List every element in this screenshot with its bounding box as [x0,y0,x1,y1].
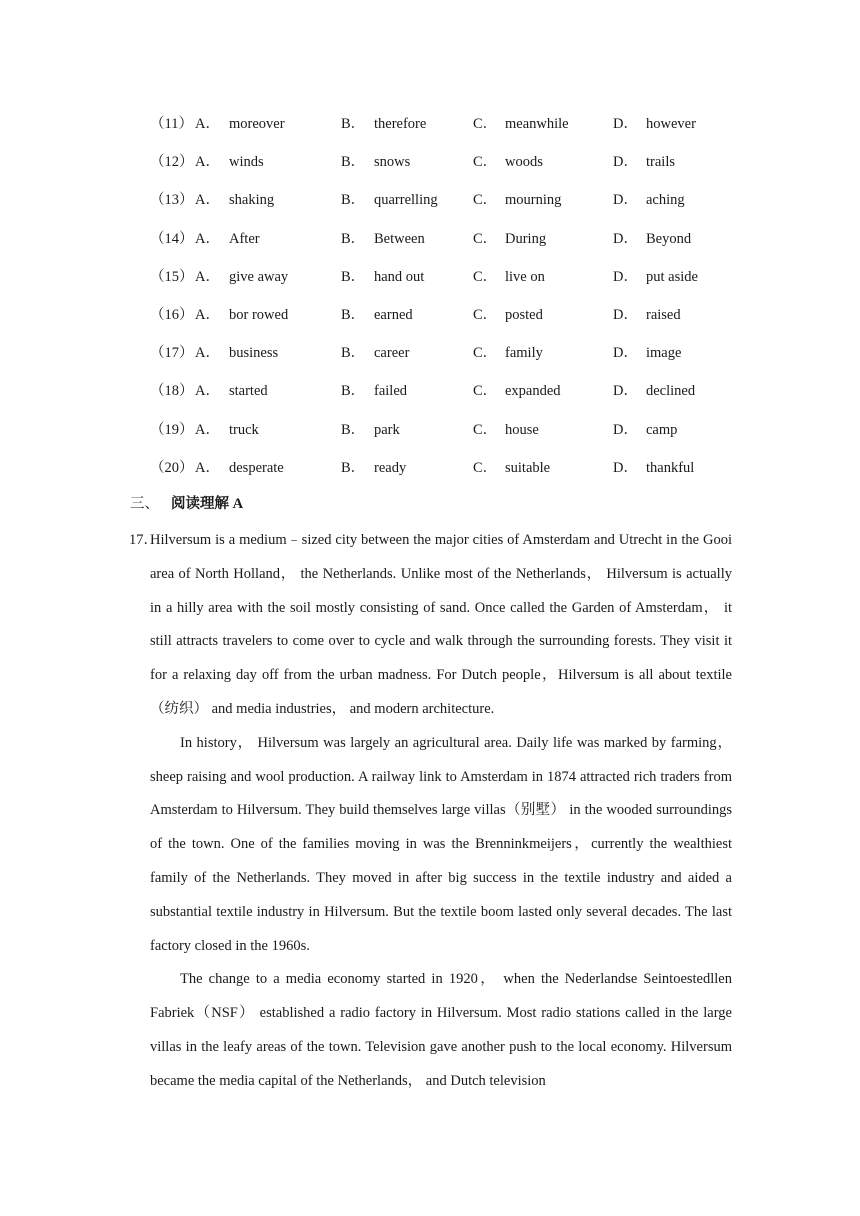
option-letter-c: C． [473,383,498,400]
option-letter-c: C． [473,345,498,362]
option-letter-b: B． [341,116,366,132]
option-letter-d: D． [613,230,638,247]
question-number: （13） [150,192,194,209]
option-letter-d: D． [613,459,638,476]
option-c: posted [505,307,543,323]
option-d: image [646,345,682,362]
option-c: meanwhile [505,116,569,132]
section-heading [130,492,243,516]
option-row [0,456,860,480]
option-letter-c: C． [473,459,498,476]
option-b: ready [374,459,407,476]
question-number: （20） [150,459,194,476]
option-letter-d: D． [613,383,638,400]
option-b: quarrelling [374,192,438,209]
option-row [0,265,860,289]
section-number: 三、 [130,496,159,512]
reading-passage [129,524,732,1099]
option-letter-b: B． [341,154,366,171]
option-letter-d: D． [613,192,638,209]
option-b: Between [374,230,425,247]
option-b: snows [374,154,411,171]
option-letter-d: D． [613,268,638,285]
option-a: started [229,383,268,400]
option-a: truck [229,421,259,438]
option-letter-d: D． [613,345,638,362]
option-b: hand out [374,268,425,285]
option-a: give away [229,268,289,285]
option-c: woods [505,154,543,171]
question-number: （14） [150,230,194,247]
option-d: aching [646,192,685,209]
option-letter-a: A． [195,459,220,476]
option-letter-a: A． [195,230,220,247]
option-letter-b: B． [341,345,366,362]
option-row [0,188,860,212]
option-letter-a: A． [195,421,220,438]
option-a: desperate [229,459,284,476]
option-letter-c: C． [473,268,498,285]
question-number: 17． [129,532,158,548]
option-letter-a: A． [195,383,220,400]
option-letter-a: A． [195,307,220,323]
option-d: declined [646,383,696,400]
option-d: thankful [646,459,695,476]
option-letter-a: A． [195,116,220,132]
option-letter-b: B． [341,268,366,285]
option-row [0,341,860,365]
option-row [0,418,860,442]
option-a: bor rowed [229,307,289,323]
option-letter-c: C． [473,230,498,247]
option-a: moreover [229,116,285,132]
question-number: （12） [150,154,194,171]
option-c: family [505,345,543,362]
passage-paragraph-3: The change to a media economy started in 1920， when the Nederlandse Seintoestedllen Fabriek（NSF） established a radio factory in Hilversum. Most radio stations called in the large villas in the leafy areas of the town. Television gave another push to the local economy. Hilversum became the media capital of the Netherlands， and Dutch television [150,971,732,1089]
option-row [0,303,860,327]
option-d: put aside [646,268,698,285]
option-b: earned [374,307,413,323]
option-letter-d: D． [613,154,638,171]
option-c: live on [505,268,545,285]
option-letter-c: C． [473,307,498,323]
section-title: 阅读理解 A [171,496,244,512]
option-d: Beyond [646,230,692,247]
option-letter-a: A． [195,345,220,362]
option-letter-a: A． [195,154,220,171]
option-a: winds [229,154,264,171]
option-letter-c: C． [473,154,498,171]
option-c: During [505,230,547,247]
option-a: After [229,230,260,247]
option-letter-b: B． [341,230,366,247]
option-row [0,227,860,251]
option-letter-a: A． [195,268,220,285]
option-c: house [505,421,539,438]
option-b: failed [374,383,408,400]
option-d: however [646,116,696,132]
option-letter-d: D． [613,116,638,132]
option-letter-b: B． [341,459,366,476]
option-letter-c: C． [473,192,498,209]
option-a: shaking [229,192,275,209]
question-number: （18） [150,383,194,400]
option-letter-b: B． [341,307,366,323]
option-letter-d: D． [613,307,638,323]
option-d: raised [646,307,681,323]
question-number: （15） [150,268,194,285]
question-number: （17） [150,345,194,362]
option-row [0,150,860,174]
option-d: trails [646,154,675,171]
question-number: （16） [150,307,194,323]
option-b: park [374,421,400,438]
option-letter-d: D． [613,421,638,438]
option-c: expanded [505,383,561,400]
option-row [0,379,860,403]
option-letter-b: B． [341,192,366,209]
option-letter-c: C． [473,116,498,132]
question-number: （19） [150,421,194,438]
option-letter-b: B． [341,383,366,400]
option-letter-a: A． [195,192,220,209]
passage-paragraph-1: Hilversum is a medium﹣sized city between the major cities of Amsterdam and Utrecht in the Gooi area of North Holland， the Netherlands. Unlike most of the Netherlands， Hilversum is actually in a hilly area with the soil mostly consisting of sand. Once called the Garden of Amsterdam， it still attracts travelers to come over to cycle and walk through the surrounding forests. They visit it for a relaxing day off from the urban madness. For Dutch people，Hilversum is all about textile（纺织） and media industries， and modern architecture. [150,532,732,717]
option-c: suitable [505,459,551,476]
option-b: therefore [374,116,427,132]
option-row [0,112,860,136]
option-letter-c: C． [473,421,498,438]
option-b: career [374,345,410,362]
option-a: business [229,345,279,362]
question-number: （11） [150,116,193,132]
passage-paragraph-2: In history， Hilversum was largely an agricultural area. Daily life was marked by farming， sheep raising and wool production. A railway link to Amsterdam in 1874 attracted rich traders from Amsterdam to Hilversum. They build themselves large villas（别墅） in the wooded surroundings of the town. One of the families moving in was the Brenninkmeijers，currently the wealthiest family of the Netherlands. They moved in after big success in the textile industry and aided a substantial textile industry in Hilversum. But the textile boom lasted only several decades. The last factory closed in the 1960s. [150,734,732,954]
option-c: mourning [505,192,562,209]
option-d: camp [646,421,678,438]
option-letter-b: B． [341,421,366,438]
